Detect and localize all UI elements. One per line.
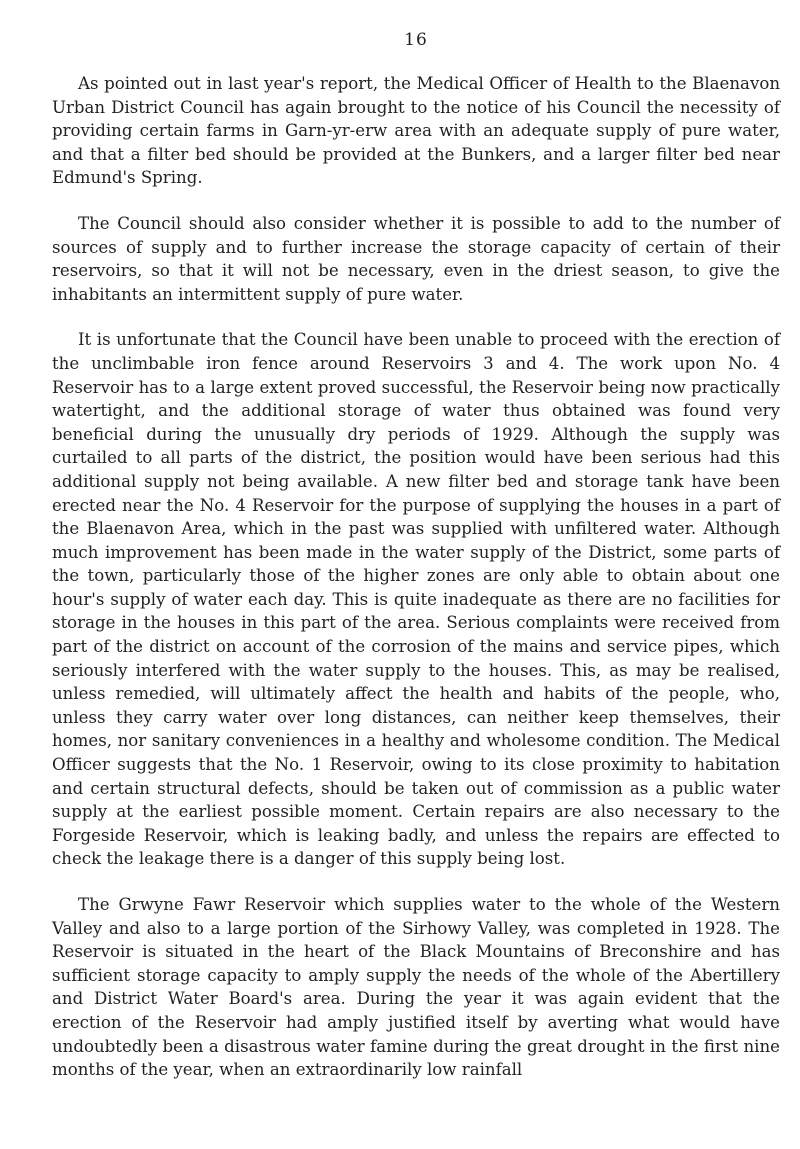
document-page <box>52 30 780 1104</box>
page-number: 16 <box>404 30 428 50</box>
paragraph-storage-capacity: The Council should also consider whether it is possible to add to the number of sources of supply and to further increase the storage capacity of certain of their reservoirs, so that it will not be necessary, even in the driest season, to give the inhabitants an intermittent supply of pure water. <box>52 213 780 304</box>
paragraph-farms-water-supply: As pointed out in last year's report, the Medical Officer of Health to the Blaenavon Urban District Council has again brought to the notice of his Council the necessity of providing certain farms in Garn-yr-erw area with an adequate supply of pure water, and that a filter bed should be provided at the Bunkers, and a larger filter bed near Edmund's Spring. <box>52 74 780 188</box>
paragraph-reservoirs-progress: It is unfortunate that the Council have been unable to proceed with the erection of the unclimbable iron fence around Reservoirs 3 and 4. The work upon No. 4 Reservoir has to a large extent proved successful, the Reservoir being now practically watertight, and the additional storage of water thus obtained was found very beneficial during the unusually dry periods of 1929. Although the supply was curtailed to all parts of the district, the position would have been serious had this additional supply not being available. A new filter bed and storage tank have been erected near the No. 4 Reservoir for the purpose of supplying the houses in a part of the Blaenavon Area, which in the past was supplied with unfiltered water. Although much improvement has been made in the water supply of the District, some parts of the town, particularly those of the higher zones are only able to obtain about one hour's supply of water each day. This is quite inadequate as there are no facilities for storage in the houses in this part of the area. Serious complaints were received from part of the district on account of the corrosion of the mains and service pipes, which seriously interfered with the water supply to the houses. This, as may be realised, unless remedied, will ultimately affect the health and habits of the people, who, unless they carry water over long distances, can neither keep themselves, their homes, nor sanitary conveniences in a healthy and wholesome condition. The Medical Officer suggests that the No. 1 Reservoir, owing to its close proximity to habitation and certain structural defects, should be taken out of commission as a public water supply at the earliest possible moment. Certain repairs are also necessary to the Forgeside Reservoir, which is leaking badly, and unless the repairs are effected to check the leakage there is a danger of this supply being lost. <box>52 330 780 869</box>
paragraph-grwyne-fawr-reservoir: The Grwyne Fawr Reservoir which supplies water to the whole of the Western Valley and also to a large portion of the Sirhowy Valley, was completed in 1928. The Reservoir is situated in the heart of the Black Mountains of Breconshire and has sufficient storage capacity to amply supply the needs of the whole of the Abertillery and District Water Board's area. During the year it was again evident that the erection of the Reservoir had amply justified itself by averting what would have undoubtedly been a disastrous water famine during the great drought in the first nine months of the year, when an extraordinarily low rainfall <box>52 895 780 1080</box>
